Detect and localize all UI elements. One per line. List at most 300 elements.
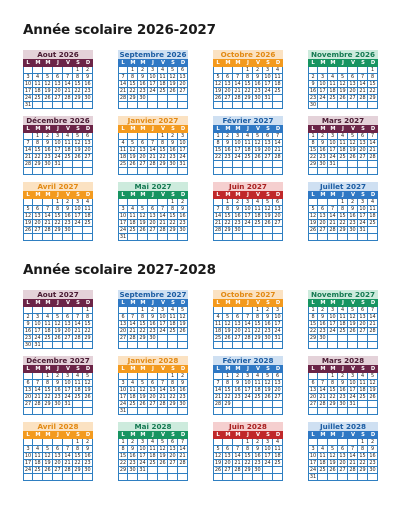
- day-cell: 25: [214, 335, 222, 341]
- day-cell: [23, 67, 33, 74]
- day-cell: [43, 168, 53, 175]
- day-cell: 23: [83, 88, 93, 95]
- day-cell: 5: [223, 314, 233, 321]
- day-cell: [273, 168, 283, 175]
- day-cell: [73, 408, 83, 415]
- day-cell: [83, 401, 93, 408]
- day-cell: 17: [178, 147, 188, 154]
- day-cell: [328, 408, 338, 415]
- month-title: Mars 2028: [308, 356, 378, 365]
- day-cell: 10: [178, 140, 188, 147]
- day-cell: 25: [148, 460, 158, 467]
- day-grid: [23, 125, 93, 175]
- day-cell: 1: [83, 307, 93, 314]
- day-cell: [43, 408, 53, 415]
- day-cell: 18: [33, 88, 43, 95]
- day-cell: 17: [148, 81, 158, 88]
- day-cell: 29: [128, 95, 138, 102]
- day-cell: [233, 408, 243, 415]
- day-cell: [83, 342, 93, 349]
- day-grid: [213, 191, 283, 241]
- day-cell: 5: [53, 314, 63, 321]
- day-cell: 5: [338, 74, 348, 81]
- day-cell: [148, 408, 158, 415]
- weekday-header: M: [233, 299, 243, 307]
- day-cell: 28: [348, 467, 358, 474]
- day-cell: 26: [263, 394, 273, 401]
- day-cell: [63, 439, 73, 446]
- day-cell: 18: [358, 387, 368, 394]
- day-grid: [118, 59, 188, 109]
- weekday-header: V: [158, 299, 168, 307]
- day-cell: 30: [338, 401, 348, 408]
- weekday-header: D: [83, 299, 93, 307]
- weekday-header: J: [148, 299, 158, 307]
- day-cell: 7: [368, 307, 378, 314]
- day-cell: 14: [358, 81, 368, 88]
- day-cell: 12: [214, 453, 222, 459]
- day-cell: [358, 335, 368, 342]
- day-cell: [63, 342, 73, 349]
- day-cell: [243, 234, 253, 241]
- day-cell: 9: [53, 380, 63, 387]
- day-cell: 28: [233, 467, 243, 474]
- day-cell: [178, 168, 188, 175]
- day-cell: [308, 168, 318, 175]
- day-cell: 27: [83, 154, 93, 161]
- weekday-header: D: [83, 365, 93, 373]
- day-cell: 23: [253, 460, 263, 467]
- month-calendar: [118, 290, 188, 349]
- day-cell: 10: [328, 140, 338, 147]
- day-cell: 29: [73, 467, 83, 474]
- day-cell: 7: [358, 74, 368, 81]
- day-grid: [213, 125, 283, 175]
- day-cell: 8: [213, 140, 223, 147]
- day-cell: 27: [53, 95, 63, 102]
- month-title: Juillet 2027: [308, 182, 378, 191]
- day-cell: 26: [368, 394, 378, 401]
- weekday-header: S: [168, 191, 178, 199]
- day-cell: 8: [73, 446, 83, 453]
- day-cell: 28: [43, 227, 53, 234]
- day-cell: 14: [63, 81, 73, 88]
- day-cell: 8: [243, 446, 253, 453]
- month-title: Janvier 2027: [118, 116, 188, 125]
- day-cell: 17: [119, 220, 127, 226]
- day-cell: [53, 408, 63, 415]
- day-cell: 15: [119, 453, 127, 459]
- weekday-header: M: [128, 191, 138, 199]
- day-cell: [308, 408, 318, 415]
- day-cell: 26: [138, 401, 148, 408]
- day-cell: [128, 373, 138, 380]
- day-cell: 19: [158, 453, 168, 460]
- day-cell: 4: [273, 67, 283, 74]
- day-cell: 2: [83, 439, 93, 446]
- day-cell: 20: [148, 220, 158, 227]
- day-cell: 7: [23, 140, 33, 147]
- day-cell: [358, 67, 368, 74]
- day-cell: 14: [33, 387, 43, 394]
- day-cell: [83, 168, 93, 175]
- day-cell: [338, 234, 348, 241]
- weekday-header: M: [328, 59, 338, 67]
- day-cell: 23: [338, 394, 348, 401]
- day-cell: 10: [328, 314, 338, 321]
- weekday-header: M: [328, 191, 338, 199]
- day-cell: [43, 234, 53, 241]
- day-cell: 12: [83, 380, 93, 387]
- day-cell: 13: [263, 140, 273, 147]
- day-cell: 16: [63, 213, 73, 220]
- day-cell: 15: [243, 81, 253, 88]
- day-cell: 19: [328, 460, 338, 467]
- day-cell: 17: [263, 81, 273, 88]
- day-cell: [318, 67, 328, 74]
- day-cell: 17: [348, 387, 358, 394]
- weekday-header: M: [223, 125, 233, 133]
- day-cell: 16: [348, 213, 358, 220]
- day-cell: 29: [358, 467, 368, 474]
- day-cell: 29: [223, 227, 233, 234]
- day-cell: [348, 342, 358, 349]
- day-cell: 6: [138, 140, 148, 147]
- day-cell: [358, 408, 368, 415]
- weekday-header: L: [308, 191, 318, 199]
- weekday-header: D: [178, 59, 188, 67]
- day-cell: [53, 67, 63, 74]
- day-cell: [23, 168, 33, 175]
- day-cell: [138, 408, 148, 415]
- day-cell: 15: [368, 81, 378, 88]
- weekday-header: D: [368, 125, 378, 133]
- day-cell: [138, 199, 148, 206]
- day-cell: 2: [83, 67, 93, 74]
- day-cell: 1: [223, 373, 233, 380]
- weekday-header: M: [138, 431, 148, 439]
- day-cell: [348, 67, 358, 74]
- day-cell: 18: [338, 321, 348, 328]
- weekday-header: M: [318, 59, 328, 67]
- day-cell: 11: [43, 321, 53, 328]
- day-cell: 18: [214, 328, 222, 334]
- month-title: Avril 2028: [23, 422, 93, 431]
- day-cell: 20: [168, 453, 178, 460]
- day-cell: 3: [63, 373, 73, 380]
- day-cell: 30: [63, 227, 73, 234]
- day-grid: [308, 191, 378, 241]
- day-cell: 7: [128, 314, 138, 321]
- month-calendar: [23, 356, 93, 415]
- day-cell: [128, 234, 138, 241]
- day-cell: [158, 102, 168, 109]
- month-calendar: [213, 50, 283, 109]
- day-grid: [213, 59, 283, 109]
- day-cell: 15: [168, 213, 178, 220]
- weekday-header: S: [73, 59, 83, 67]
- day-cell: [43, 67, 53, 74]
- month-title: Aout 2027: [23, 290, 93, 299]
- day-cell: 28: [128, 335, 138, 342]
- day-cell: 12: [43, 81, 53, 88]
- day-cell: 19: [368, 387, 378, 394]
- day-cell: [338, 168, 348, 175]
- day-cell: 9: [253, 446, 263, 453]
- day-cell: 13: [318, 213, 328, 220]
- day-cell: 26: [214, 467, 222, 473]
- day-cell: [73, 234, 83, 241]
- weekday-header: M: [43, 365, 53, 373]
- day-cell: 28: [158, 401, 168, 408]
- day-cell: [73, 307, 83, 314]
- day-cell: 18: [119, 154, 127, 160]
- day-cell: [53, 307, 63, 314]
- day-cell: [148, 234, 158, 241]
- day-cell: 18: [63, 147, 73, 154]
- day-cell: 29: [138, 335, 148, 342]
- month-title: Octobre 2026: [213, 50, 283, 59]
- day-cell: 13: [338, 453, 348, 460]
- day-cell: 17: [158, 321, 168, 328]
- day-cell: 11: [273, 74, 283, 81]
- day-cell: [213, 307, 223, 314]
- weekday-header: L: [213, 191, 223, 199]
- weekday-header: D: [368, 431, 378, 439]
- weekday-header: D: [273, 125, 283, 133]
- day-cell: 7: [158, 380, 168, 387]
- day-cell: [43, 474, 53, 481]
- day-cell: 28: [328, 227, 338, 234]
- day-cell: 20: [148, 394, 158, 401]
- day-cell: 17: [273, 321, 283, 328]
- day-cell: 11: [328, 81, 338, 88]
- month-calendar: [118, 422, 188, 481]
- day-cell: 23: [253, 88, 263, 95]
- day-cell: 4: [63, 133, 73, 140]
- day-cell: 22: [243, 88, 253, 95]
- day-cell: 10: [318, 81, 328, 88]
- day-cell: 3: [138, 439, 148, 446]
- day-cell: 28: [358, 95, 368, 102]
- day-cell: [318, 168, 328, 175]
- day-cell: 3: [23, 74, 33, 81]
- day-cell: 4: [358, 373, 368, 380]
- day-cell: 17: [318, 88, 328, 95]
- day-cell: 13: [309, 387, 317, 393]
- day-cell: 9: [318, 314, 328, 321]
- weekday-header: L: [23, 431, 33, 439]
- day-cell: 1: [368, 67, 378, 74]
- day-cell: 1: [213, 133, 223, 140]
- day-cell: [23, 408, 33, 415]
- day-cell: 23: [43, 154, 53, 161]
- day-cell: [223, 307, 233, 314]
- day-cell: [318, 439, 328, 446]
- day-cell: 27: [348, 95, 358, 102]
- day-cell: [148, 467, 158, 474]
- day-cell: [368, 335, 378, 342]
- day-cell: 17: [243, 387, 253, 394]
- day-cell: 21: [214, 394, 222, 400]
- day-cell: 18: [128, 220, 138, 227]
- day-cell: 7: [213, 206, 223, 213]
- day-cell: 18: [318, 460, 328, 467]
- day-cell: 8: [43, 380, 53, 387]
- day-cell: [33, 234, 43, 241]
- day-cell: 11: [253, 206, 263, 213]
- day-cell: 14: [178, 446, 188, 453]
- day-cell: 12: [43, 453, 53, 460]
- day-cell: 6: [358, 133, 368, 140]
- day-cell: 31: [263, 95, 273, 102]
- day-cell: [168, 467, 178, 474]
- weekday-header: M: [328, 365, 338, 373]
- day-cell: 26: [24, 227, 32, 233]
- day-cell: [213, 168, 223, 175]
- day-cell: [273, 401, 283, 408]
- day-cell: [73, 474, 83, 481]
- day-cell: 2: [318, 307, 328, 314]
- weekday-header: V: [253, 59, 263, 67]
- day-cell: 25: [273, 88, 283, 95]
- weekday-header: S: [168, 125, 178, 133]
- weekday-header: V: [348, 59, 358, 67]
- weekday-header: J: [148, 191, 158, 199]
- day-cell: 7: [213, 380, 223, 387]
- day-cell: [358, 168, 368, 175]
- day-cell: 14: [273, 140, 283, 147]
- day-cell: 9: [223, 140, 233, 147]
- day-cell: 24: [119, 227, 127, 233]
- day-cell: 14: [128, 321, 138, 328]
- weekday-header: J: [338, 431, 348, 439]
- day-cell: 28: [158, 227, 168, 234]
- day-cell: [33, 67, 43, 74]
- day-cell: [213, 373, 223, 380]
- day-grid: [23, 365, 93, 415]
- day-cell: [83, 161, 93, 168]
- day-cell: 12: [128, 147, 138, 154]
- day-cell: 11: [243, 140, 253, 147]
- day-cell: 14: [214, 387, 222, 393]
- day-cell: 30: [83, 95, 93, 102]
- day-cell: 11: [253, 380, 263, 387]
- day-cell: [233, 307, 243, 314]
- day-cell: [233, 67, 243, 74]
- day-cell: 28: [243, 335, 253, 342]
- day-cell: [178, 234, 188, 241]
- day-cell: 24: [263, 460, 273, 467]
- day-cell: 9: [308, 81, 318, 88]
- day-cell: 26: [158, 460, 168, 467]
- day-cell: 29: [43, 401, 53, 408]
- day-cell: [328, 342, 338, 349]
- day-cell: 6: [168, 439, 178, 446]
- day-cell: 8: [338, 206, 348, 213]
- day-cell: [308, 373, 318, 380]
- day-cell: 14: [328, 213, 338, 220]
- day-cell: [273, 102, 283, 109]
- day-cell: 14: [348, 453, 358, 460]
- weekday-header: S: [73, 431, 83, 439]
- day-cell: 17: [119, 394, 127, 400]
- day-cell: 25: [318, 467, 328, 474]
- day-cell: 19: [83, 387, 93, 394]
- day-cell: 24: [263, 88, 273, 95]
- day-grid: [118, 431, 188, 481]
- day-cell: 22: [309, 328, 317, 334]
- day-cell: 25: [83, 220, 93, 227]
- day-cell: 14: [158, 213, 168, 220]
- day-cell: 19: [53, 328, 63, 335]
- day-cell: 15: [138, 321, 148, 328]
- day-grid: [308, 299, 378, 349]
- weekday-header: J: [53, 431, 63, 439]
- day-grid: [118, 125, 188, 175]
- day-cell: 10: [358, 206, 368, 213]
- weekday-header: M: [233, 59, 243, 67]
- day-cell: 12: [178, 314, 188, 321]
- day-cell: [158, 467, 168, 474]
- day-cell: 6: [318, 206, 328, 213]
- day-cell: 28: [119, 95, 127, 101]
- day-cell: 5: [43, 74, 53, 81]
- day-cell: 25: [253, 394, 263, 401]
- day-cell: 8: [168, 206, 178, 213]
- day-cell: 14: [368, 140, 378, 147]
- month-calendar: [213, 422, 283, 481]
- weekday-header: S: [263, 59, 273, 67]
- day-cell: 26: [309, 227, 317, 233]
- day-cell: 21: [214, 220, 222, 226]
- day-cell: 6: [33, 206, 43, 213]
- day-cell: 20: [273, 387, 283, 394]
- day-cell: [138, 474, 148, 481]
- day-cell: 22: [33, 154, 43, 161]
- day-cell: 30: [263, 335, 273, 342]
- day-cell: 10: [24, 81, 32, 87]
- day-cell: 2: [23, 314, 33, 321]
- day-cell: 8: [308, 314, 318, 321]
- day-cell: 13: [273, 380, 283, 387]
- day-cell: [168, 474, 178, 481]
- day-cell: 7: [318, 380, 328, 387]
- day-cell: [148, 199, 158, 206]
- day-cell: 24: [24, 467, 32, 473]
- day-cell: 28: [233, 95, 243, 102]
- day-cell: 20: [358, 321, 368, 328]
- day-cell: [368, 227, 378, 234]
- weekday-header: M: [223, 59, 233, 67]
- day-cell: 29: [338, 227, 348, 234]
- weekday-header: D: [368, 59, 378, 67]
- day-cell: 13: [83, 140, 93, 147]
- day-cell: 15: [309, 147, 317, 153]
- day-cell: [43, 342, 53, 349]
- day-cell: 21: [158, 220, 168, 227]
- day-cell: 2: [148, 307, 158, 314]
- day-cell: [308, 439, 318, 446]
- day-cell: 20: [83, 147, 93, 154]
- day-cell: 21: [328, 220, 338, 227]
- day-cell: 21: [128, 328, 138, 335]
- day-cell: 26: [263, 220, 273, 227]
- day-cell: 24: [318, 95, 328, 102]
- day-cell: 4: [73, 373, 83, 380]
- day-cell: [43, 307, 53, 314]
- day-cell: 26: [128, 161, 138, 168]
